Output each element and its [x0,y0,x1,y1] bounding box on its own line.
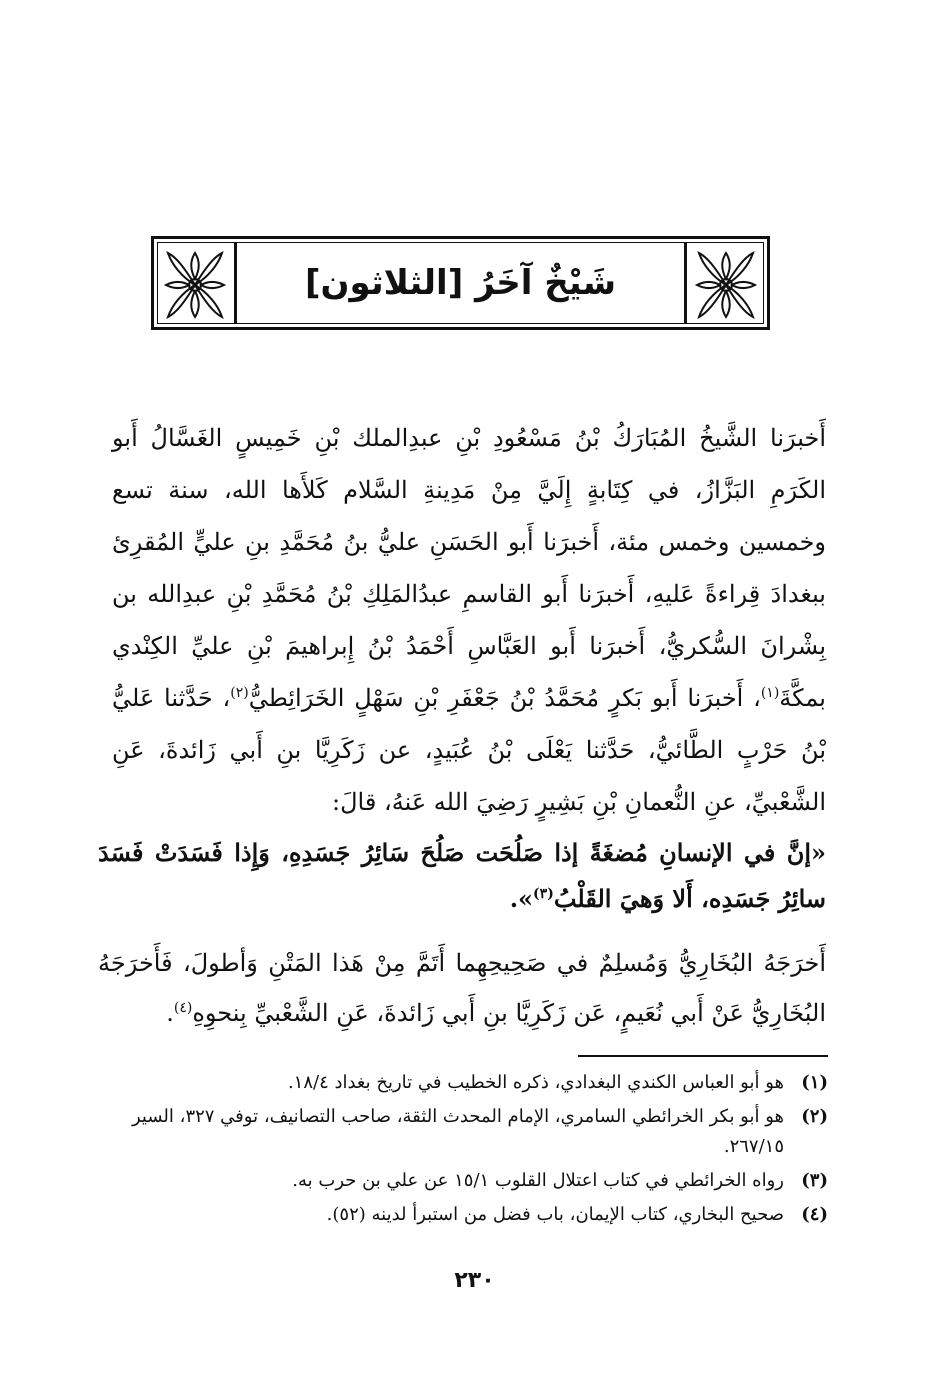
chapter-title: شَيْخٌ آخَرُ [الثلاثون] [304,263,617,303]
footnote-number: (٤) [801,1204,828,1225]
hadith-paragraph [98,830,826,922]
footnote-number: (٣) [801,1170,828,1191]
isnad-text: ، حَدَّثنا عَليُّ بْنُ حَرْبٍ الطَّائيُّ، حَدَّثنا يَعْلَى بْنُ عُبَيدٍ، عن زَكَرِيَّا بنِ أَبي زَائدةَ، عَنِ الشَّعْبيِّ، عنِ النُّعمانِ بْنِ بَشِيرٍ رَضِيَ الله عَنهُ، قالَ: [112,684,826,816]
ornament-divider-left [234,243,237,323]
takhrij-paragraph [98,938,826,1038]
footnote-ref[interactable]: (٢) [230,685,249,701]
floral-ornament-icon [693,247,759,323]
footnote-text: رواه الخرائطي في كتاب اعتلال القلوب ١٥/١ عن علي بن حرب به. [292,1170,784,1191]
footnote-text: هو أبو بكر الخرائطي السامري، الإمام المحدث الثقة، صاحب التصانيف، توفي ٣٢٧، السير ٢٦٧/١٥. [132,1106,784,1157]
footnote-number: (١) [801,1072,828,1093]
footnote-ref[interactable]: (٤) [173,1000,193,1016]
footnote-separator [578,1055,828,1057]
floral-ornament-icon [162,247,228,323]
takhrij-close: . [166,999,174,1027]
isnad-paragraph [112,412,826,828]
footnote-item [98,1102,828,1162]
footnote-item [98,1200,828,1230]
footnote-item [98,1068,828,1098]
footnote-ref[interactable]: (١) [760,685,780,701]
footnote-number: (٢) [801,1106,828,1127]
footnote-ref[interactable]: (٣) [533,886,554,902]
hadith-text: «إنَّ في الإنسانِ مُضغَةً إذا صَلُحَت صَلُحَ سَائِرُ جَسَدِهِ، وَإِذا فَسَدَتْ فَسَدَ سائِرُ جَسَدِه، أَلا وَهيَ القَلْبُ [98,838,826,913]
footnotes-list [98,1068,828,1234]
chapter-header-frame [151,236,770,330]
footnote-text: هو أبو العباس الكندي البغدادي، ذكره الخطيب في تاريخ بغداد ١٨/٤. [287,1072,784,1093]
chapter-header-inner-border [157,242,764,324]
isnad-text: أَخبرَنا الشَّيخُ المُبَارَكُ بْنُ مَسْعُودِ بْنِ عبدِالملك بْنِ خَمِيسٍ الغَسَّالُ أَبو الكَرَمِ البَزَّازُ، في كِتَابةٍ إِلَيَّ مِنْ مَدِينةِ السَّلام كَلأَها الله، سنة تسع وخمسين وخمس مئة، أَخبرَنا أَبو الحَسَنِ عليُّ بنُ مُحَمَّدِ بنِ عليٍّ المُقرِئ ببغدادَ قِراءةً عَليهِ، أَخبرَنا أَبو القاسمِ عبدُالمَلِكِ بْنُ مُحَمَّدِ بْنِ عبدِالله بن بِشْرانَ السُّكريُّ، أَخبرَنا أَبو العَبَّاسِ أَحْمَدُ بْنُ إِبراهيمَ بْنِ عليِّ الكِنْدي بمكَّةَ [112,424,827,712]
ornament-divider-right [684,243,687,323]
footnote-text: صحيح البخاري، كتاب الإيمان، باب فضل من استبرأ لدينه (٥٢). [326,1204,784,1225]
isnad-text: ، أَخبرَنا أَبو بَكرٍ مُحَمَّدُ بْنُ جَعْفَرِ بْنِ سَهْلٍ الخَرَائِطيُّ [248,684,761,712]
footnote-item [98,1166,828,1196]
takhrij-text: أَخرَجَهُ البُخَارِيُّ وَمُسلِمٌ في صَحِيحِهِما أَتَمَّ مِنْ هَذا المَتْنِ وَأطولَ، فَأَخرَجَهُ البُخَارِيُّ عَنْ أَبي نُعَيمٍ، عَن زَكَرِيَّا بنِ أَبي زَائدةَ، عَنِ الشَّعْبيِّ بِنحوِهِ [98,949,826,1027]
page-number: ٢٣٠ [454,1268,495,1293]
hadith-close: ». [509,884,534,913]
